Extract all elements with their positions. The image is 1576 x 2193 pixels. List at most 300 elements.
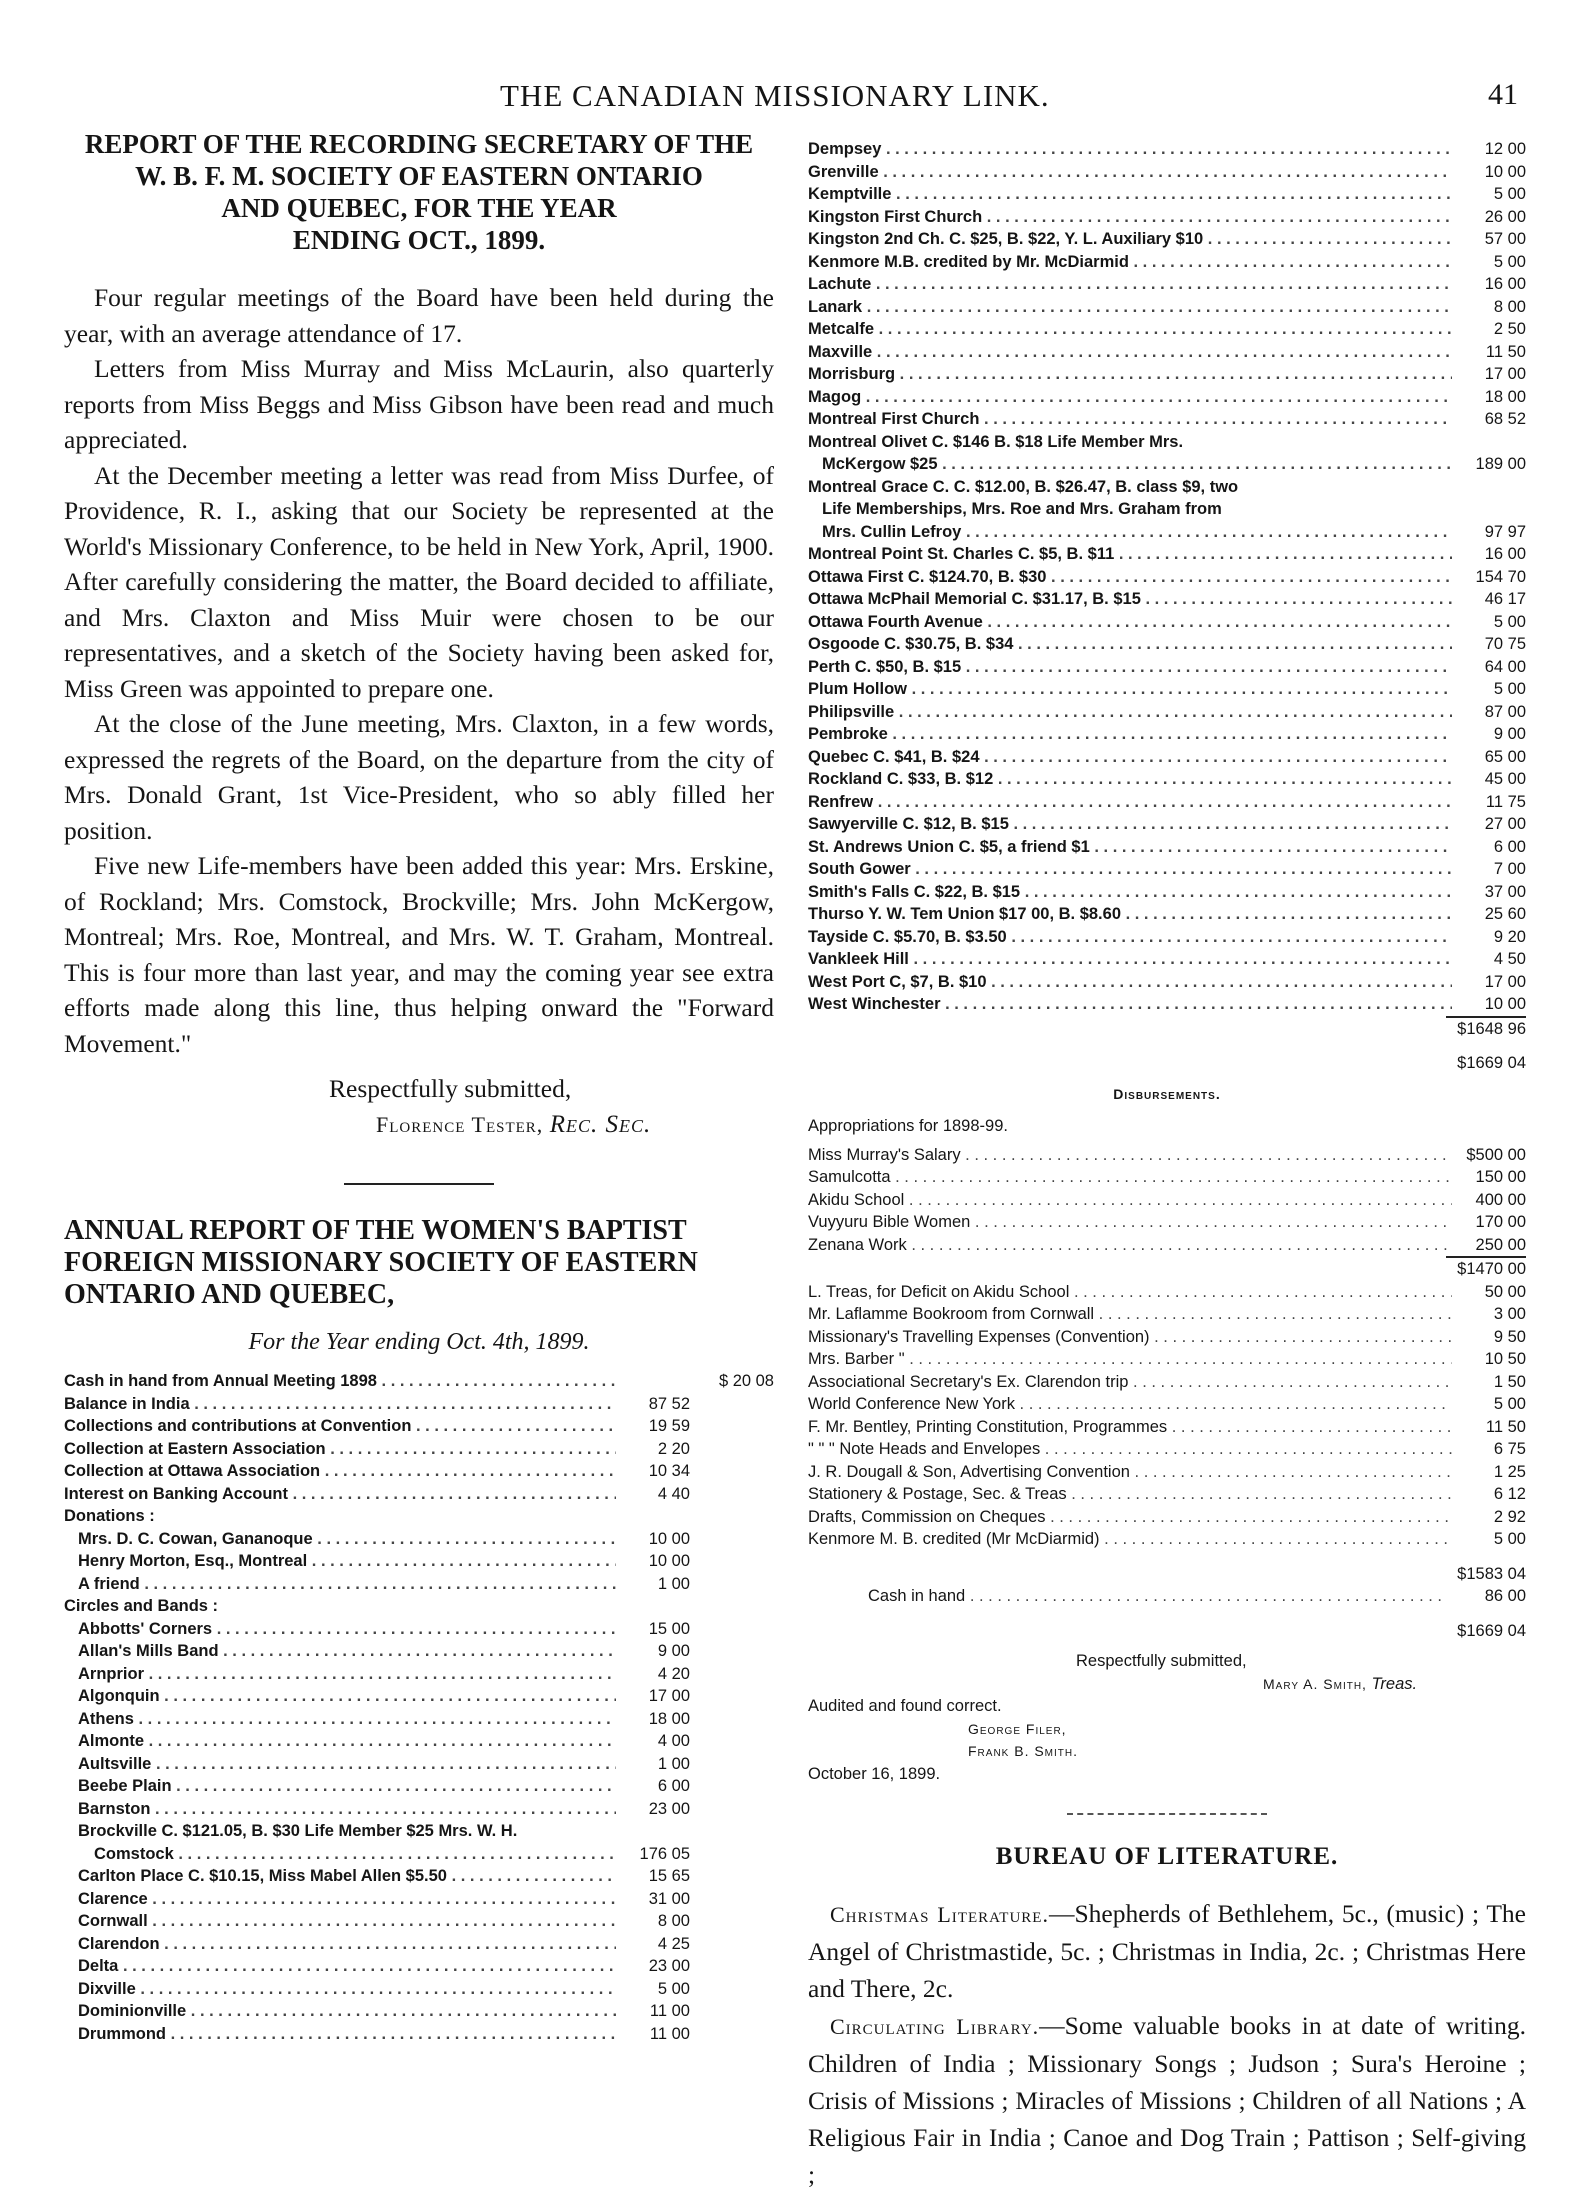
ledger-row: [64, 1753, 774, 1776]
ledger-amount: 12 00: [1484, 140, 1526, 158]
ledger-row: [64, 1685, 774, 1708]
ledger-label: South Gower . . .: [808, 858, 1452, 881]
ledger-row: [64, 1708, 774, 1731]
ledger-amount: 1 25: [1493, 1462, 1526, 1481]
ledger-amount: 1 00: [657, 1754, 690, 1773]
report-date: October 16, 1899.: [808, 1764, 941, 1783]
ledger-label: Stationery & Postage, Sec. & Treas . . .: [808, 1483, 1452, 1506]
ledger-row: [808, 363, 1526, 386]
ledger-amount: 2 20: [657, 1439, 690, 1458]
ledger-amount: 5 00: [1493, 612, 1526, 631]
ledger-amount: 23 00: [648, 1799, 690, 1818]
ledger-label: Clarence . . .: [64, 1888, 616, 1911]
disbursements-total: $1583 04: [1457, 1564, 1526, 1583]
ledger-amount: 400 00: [1475, 1190, 1526, 1209]
ledger-label: St. Andrews Union C. $5, a friend $1 . . .: [808, 836, 1452, 859]
ledger-row: [64, 1933, 774, 1956]
ledger-amount: 176 05: [639, 1844, 690, 1863]
circulating-library-paragraph: [808, 2007, 1526, 2193]
ledger-row: [808, 183, 1526, 206]
heading-line: ONTARIO AND QUEBEC,: [64, 1279, 395, 1310]
ledger-row: [808, 1528, 1526, 1551]
ledger-row: [64, 1978, 774, 2001]
ledger-row: [808, 971, 1526, 994]
ledger-label: Abbotts' Corners . . .: [64, 1618, 616, 1641]
ledger-amount: 10 34: [648, 1462, 690, 1480]
ledger-amount: 15 00: [648, 1619, 690, 1638]
heading-line: FOREIGN MISSIONARY SOCIETY OF EASTERN: [64, 1247, 698, 1278]
ledger-row: [808, 1461, 1526, 1484]
ledger-amount: $500 00: [1466, 1145, 1526, 1164]
ledger-row: [808, 386, 1526, 409]
ledger-row: [64, 1640, 774, 1663]
ledger-label: " " " Note Heads and Envelopes . . .: [808, 1438, 1452, 1461]
ledger-row: [808, 1303, 1526, 1326]
ledger-row: [64, 1415, 774, 1438]
ledger-amount: 11 75: [1485, 792, 1526, 811]
ledger-amount: 4 40: [657, 1484, 690, 1503]
ledger-label: Grenville . . .: [808, 161, 1452, 184]
ledger-label: Brockville C. $121.05, B. $30 Life Member $25 Mrs. W. H.: [78, 1822, 518, 1840]
ledger-label: Mrs. Cullin Lefroy . . .: [808, 521, 1452, 544]
ledger-label: Zenana Work . . .: [808, 1234, 1452, 1257]
ledger-row: [808, 1438, 1526, 1461]
ledger-label: Algonquin . . .: [64, 1685, 616, 1708]
ledger-label: Metcalfe . . .: [808, 318, 1452, 341]
ledger-amount: 150 00: [1475, 1168, 1526, 1186]
ledger-amount: 11 00: [649, 2024, 690, 2043]
ledger-amount: 11 50: [1485, 1417, 1526, 1436]
ledger-amount: 4 00: [657, 1732, 690, 1750]
ledger-amount: 5 00: [657, 1979, 690, 1998]
ledger-label: A friend . . .: [64, 1573, 616, 1596]
ledger-amount: 4 25: [657, 1934, 690, 1953]
ledger-amount: 10 00: [648, 1529, 690, 1548]
signer-name: Florence Tester,: [376, 1112, 544, 1137]
ledger-amount: 65 00: [1484, 747, 1526, 766]
ledger-amount: 87 00: [1484, 702, 1526, 721]
ledger-row: [808, 1144, 1526, 1167]
ledger-label: Vuyyuru Bible Women . . .: [808, 1211, 1452, 1234]
auditor: George Filer,: [968, 1720, 1067, 1737]
grand-total-row: [808, 1052, 1526, 1075]
ledger-label: Almonte . . .: [64, 1730, 616, 1753]
ledger-row: [64, 1618, 774, 1641]
ledger-row: [808, 611, 1526, 634]
ledger-row: [808, 273, 1526, 296]
ledger-amount: 1 50: [1493, 1372, 1526, 1391]
ledger-row: [64, 1370, 774, 1393]
ledger-label: Mrs. D. C. Cowan, Gananoque . . .: [64, 1528, 616, 1551]
ledger-amount: 9 00: [1493, 725, 1526, 743]
ledger-amount: 26 00: [1484, 207, 1526, 226]
ledger-row: [808, 746, 1526, 769]
ledger-row: [64, 1483, 774, 1506]
ledger-row: [808, 543, 1526, 566]
ledger-label: Vankleek Hill . . .: [808, 948, 1452, 971]
audited-note: Audited and found correct.: [808, 1697, 1002, 1715]
ledger-amount: 7 00: [1493, 860, 1526, 878]
heading-line: ANNUAL REPORT OF THE WOMEN'S BAPTIST: [64, 1215, 687, 1246]
ledger-label: Kingston First Church . . .: [808, 206, 1452, 229]
receipts-total: $1648 96: [1457, 1019, 1526, 1038]
ledger-row: [808, 948, 1526, 971]
ledger-amount: 97 97: [1484, 522, 1526, 541]
paragraph-text: —Shepherds of Bethlehem, 5c., (music) ; The Angel of Christmastide, 5c. ; Christmas in India, 2c. ; Christmas Here and There, 2c.: [808, 1899, 1526, 2003]
ledger-row: [808, 566, 1526, 589]
ledger-label: Smith's Falls C. $22, B. $15 . . .: [808, 881, 1452, 904]
ledger-amount: 10 00: [648, 1552, 690, 1570]
ledger-row: [808, 521, 1526, 544]
ledger-label: Lachute . . .: [808, 273, 1452, 296]
appropriations-total-row: [808, 1258, 1526, 1281]
ledger-row: [64, 1595, 774, 1618]
ledger-amount: 189 00: [1475, 455, 1526, 473]
ledger-row: [808, 633, 1526, 656]
ledger-amount: 16 00: [1484, 275, 1526, 293]
ledger-label: Comstock . . .: [64, 1843, 616, 1866]
ledger-label: Kenmore M. B. credited (Mr McDiarmid) . . .: [808, 1528, 1452, 1551]
ledger-label: Ottawa Fourth Avenue . . .: [808, 611, 1452, 634]
ledger-row: [64, 1393, 774, 1416]
ledger-amount: 25 60: [1484, 905, 1526, 923]
heading-line: REPORT OF THE RECORDING SECRETARY OF THE: [84, 129, 754, 159]
ledger-amount: 6 00: [1493, 837, 1526, 856]
ledger-amount: 2 50: [1493, 320, 1526, 338]
ledger-row: [808, 926, 1526, 949]
ledger-label: Cash in hand from Annual Meeting 1898 . . .: [64, 1370, 616, 1393]
ledger-amount: 11 50: [1485, 342, 1526, 361]
ledger-label: F. Mr. Bentley, Printing Constitution, Programmes . . .: [808, 1416, 1452, 1439]
heading-line: AND QUEBEC, FOR THE YEAR: [221, 193, 617, 223]
ledger-amount: 250 00: [1475, 1235, 1526, 1254]
ledger-amount: 154 70: [1475, 567, 1526, 586]
ledger-row: [64, 1955, 774, 1978]
ledger-label: World Conference New York . . .: [808, 1393, 1452, 1416]
ledger-row: [808, 1166, 1526, 1189]
ledger-amount: 9 50: [1493, 1327, 1526, 1346]
treasurer-title: Treas.: [1371, 1674, 1418, 1693]
ledger-row: [808, 453, 1526, 476]
paragraph-text: —Some valuable books in at date of writing. Children of India ; Missionary Songs ; Judson ; Sura's Heroine ; Crisis of Missions ; Miracles of Missions ; Children of all Nations ; A Religious Fair in India ; Canoe and Dog Train ; Pattison ; Self-giving ;: [808, 2011, 1527, 2189]
ledger-amount: 5 00: [1493, 1395, 1526, 1413]
ledger-amount: 5 00: [1493, 185, 1526, 203]
ledger-row: [808, 836, 1526, 859]
ledger-label: Magog . . .: [808, 386, 1452, 409]
appropriations-list: [808, 1144, 1526, 1257]
ledger-row: [808, 206, 1526, 229]
ledger-row: [808, 296, 1526, 319]
ledger-row: [808, 161, 1526, 184]
ledger-label: Pembroke . . .: [808, 723, 1452, 746]
ledger-label: Rockland C. $33, B. $12 . . .: [808, 768, 1452, 791]
receipts-ledger-continued: [808, 138, 1526, 1016]
ledger-amount: 64 00: [1484, 657, 1526, 676]
ledger-amount: 5 00: [1493, 252, 1526, 271]
ledger-row: [808, 251, 1526, 274]
ledger-label: Montreal Olivet C. $146 B. $18 Life Member Mrs.: [808, 432, 1184, 451]
heading-line: ENDING OCT., 1899.: [292, 225, 546, 255]
ledger-amount: 46 17: [1484, 590, 1526, 608]
ledger-amount: 5 00: [1493, 680, 1526, 698]
ledger-label: Barnston . . .: [64, 1798, 616, 1821]
running-title: THE CANADIAN MISSIONARY LINK.: [500, 78, 1050, 113]
ledger-label: L. Treas, for Deficit on Akidu School . . .: [808, 1281, 1452, 1304]
signer: [64, 1107, 774, 1143]
ledger-row: [808, 993, 1526, 1016]
ledger-row: [64, 1888, 774, 1911]
ledger-amount: 9 20: [1493, 927, 1526, 946]
ledger-label: Philipsville . . .: [808, 701, 1452, 724]
ledger-amount: 27 00: [1484, 815, 1526, 833]
ledger-label: Missionary's Travelling Expenses (Convention) . . .: [808, 1326, 1452, 1349]
ledger-label: Perth C. $50, B. $15 . . .: [808, 656, 1452, 679]
cash-in-hand: 86 00: [1484, 1587, 1526, 1605]
ledger-row: [808, 656, 1526, 679]
ledger-row: [808, 768, 1526, 791]
ledger-row: [808, 498, 1526, 521]
ledger-row: [64, 1505, 774, 1528]
disbursements-total-row: [808, 1563, 1526, 1586]
ledger-label: Circles and Bands :: [64, 1597, 219, 1615]
ledger-label: Mrs. Barber " . . .: [808, 1348, 1452, 1371]
ledger-label: Cornwall . . .: [64, 1910, 616, 1933]
receipts-total-block: [808, 1016, 1526, 1786]
ledger-amount: 6 12: [1493, 1485, 1526, 1503]
ledger-label: Ottawa McPhail Memorial C. $31.17, B. $15 . . .: [808, 588, 1452, 611]
ledger-row: [808, 723, 1526, 746]
ledger-amount: 11 00: [649, 2002, 690, 2020]
treasurer: [808, 1673, 1526, 1696]
ledger-row: [64, 1865, 774, 1888]
ledger-label: Miss Murray's Salary . . .: [808, 1144, 1452, 1167]
ledger-amount: 1 00: [657, 1574, 690, 1593]
left-column: [64, 128, 774, 2045]
ledger-label: McKergow $25 . . .: [808, 453, 1452, 476]
ledger-label: West Winchester . . .: [808, 993, 1452, 1016]
ledger-amount: 17 00: [648, 1687, 690, 1705]
ledger-row: [64, 1775, 774, 1798]
ledger-row: [808, 1326, 1526, 1349]
report-signoff: [64, 1071, 774, 1143]
ledger-label: Carlton Place C. $10.15, Miss Mabel Allen $5.50 . . .: [64, 1865, 616, 1888]
ledger-row: [64, 1798, 774, 1821]
ledger-label: Lanark . . .: [808, 296, 1452, 319]
cash-in-hand-label: Cash in hand . . .: [868, 1585, 1442, 1608]
paragraph-lead: Christmas Literature.: [830, 1902, 1049, 1927]
ledger-row: [64, 1528, 774, 1551]
ledger-amount: 5 00: [1493, 1530, 1526, 1548]
ledger-amount: 16 00: [1484, 545, 1526, 563]
ledger-amount: 9 00: [657, 1642, 690, 1660]
ledger-amount: 87 52: [648, 1394, 690, 1413]
ledger-row: [808, 138, 1526, 161]
ledger-label: Collection at Eastern Association . . .: [64, 1438, 616, 1461]
ledger-amount: 3 00: [1493, 1305, 1526, 1323]
ledger-row: [808, 1371, 1526, 1394]
ledger-label: Montreal Grace C. C. $12.00, B. $26.47, B. class $9, two: [808, 477, 1239, 496]
ledger-row: [64, 2000, 774, 2023]
ledger-row: [808, 903, 1526, 926]
grand-total: $1669 04: [1457, 1054, 1526, 1072]
report-paragraph: At the December meeting a letter was read from Miss Durfee, of Providence, R. I., asking that our Society be represented at the World's Missionary Conference, to be held in New York, April, 1900. After carefully considering the matter, the Board decided to affiliate, and Mrs. Claxton and Miss Muir were chosen to be our representatives, and a sketch of the Society having been asked for, Miss Green was appointed to prepare one.: [64, 460, 774, 703]
ledger-row: [64, 2023, 774, 2046]
report-paragraph: Letters from Miss Murray and Miss McLaurin, also quarterly reports from Miss Beggs and Miss Gibson have been read and much appreciated.: [64, 354, 774, 454]
ledger-row: [808, 1211, 1526, 1234]
ledger-row: [64, 1663, 774, 1686]
ledger-label: Plum Hollow . . .: [808, 678, 1452, 701]
ledger-row: [808, 476, 1526, 499]
report-paragraph: Five new Life-members have been added this year: Mrs. Erskine, of Rockland; Mrs. Comstock, Brockville; Mrs. John McKergow, Montreal; Mrs. Roe, Montreal, and Mrs. W. T. Graham, Montreal. This is four more than last year, and may the coming year see extra efforts made along this line, thus helping onward the "Forward Movement.": [64, 851, 774, 1058]
signer-title: Rec. Sec.: [549, 1111, 652, 1138]
heading-line: W. B. F. M. SOCIETY OF EASTERN ONTARIO: [135, 161, 703, 191]
ledger-label: Life Memberships, Mrs. Roe and Mrs. Graham from: [822, 500, 1222, 518]
ledger-row: [64, 1550, 774, 1573]
ledger-amount: 8 00: [1493, 297, 1526, 316]
ledger-amount: 18 00: [1484, 387, 1526, 406]
ledger-amount: 2 92: [1493, 1507, 1526, 1526]
annual-report-subheading: For the Year ending Oct. 4th, 1899.: [248, 1329, 590, 1355]
ledger-amount: 170 00: [1475, 1213, 1526, 1231]
ledger-row: [64, 1438, 774, 1461]
appropriations-label: Appropriations for 1898-99.: [808, 1117, 1008, 1135]
ledger-label: Beebe Plain . . .: [64, 1775, 616, 1798]
ledger-amount: 31 00: [648, 1889, 690, 1908]
ledger-label: Kemptville . . .: [808, 183, 1452, 206]
ledger-amount: 17 00: [1484, 972, 1526, 991]
ledger-row: [64, 1910, 774, 1933]
ledger-amount: 50 00: [1484, 1282, 1526, 1301]
bureau-title: BUREAU OF LITERATURE.: [995, 1843, 1339, 1870]
ledger-amount: 10 00: [1484, 162, 1526, 181]
ledger-amount: 6 00: [657, 1777, 690, 1795]
right-column: [808, 138, 1526, 2193]
ledger-label: Delta . . .: [64, 1955, 616, 1978]
ledger-amount: 4 50: [1493, 950, 1526, 968]
paragraph-lead: Circulating Library.: [830, 2014, 1040, 2039]
ledger-amount: 19 59: [648, 1417, 690, 1435]
ledger-label: Dominionville . . .: [64, 2000, 616, 2023]
receipts-total-row: [808, 1018, 1526, 1041]
ledger-label: Dempsey . . .: [808, 138, 1452, 161]
ledger-row: [808, 588, 1526, 611]
running-header: [0, 78, 1576, 118]
ledger-amount: 10 50: [1484, 1350, 1526, 1368]
ledger-label: Drafts, Commission on Cheques . . .: [808, 1506, 1452, 1529]
ledger-row: [808, 1393, 1526, 1416]
ledger-label: Dixville . . .: [64, 1978, 616, 2001]
ledger-row: [808, 1348, 1526, 1371]
report-paragraph: At the close of the June meeting, Mrs. Claxton, in a few words, expressed the regrets of the Board, on the departure from the city of Mrs. Donald Grant, 1st Vice-President, who so ably filled her position.: [64, 709, 774, 845]
ledger-label: Aultsville . . .: [64, 1753, 616, 1776]
ledger-amount: 17 00: [1484, 365, 1526, 383]
signoff-text: Respectfully submitted,: [329, 1074, 572, 1103]
ledger-row: [808, 1234, 1526, 1257]
ledger-label: Sawyerville C. $12, B. $15 . . .: [808, 813, 1452, 836]
ledger-label: Quebec C. $41, B. $24 . . .: [808, 746, 1452, 769]
ledger-row: [808, 678, 1526, 701]
annual-report-heading: [64, 1215, 774, 1311]
ledger-row: [808, 1189, 1526, 1212]
ledger-label: Interest on Banking Account . . .: [64, 1483, 616, 1506]
ledger-label: Thurso Y. W. Tem Union $17 00, B. $8.60 . . .: [808, 903, 1452, 926]
ledger-amount: 45 00: [1484, 770, 1526, 788]
ledger-row: [64, 1573, 774, 1596]
other-disbursements-list: [808, 1281, 1526, 1551]
ledger-label: Collection at Ottawa Association . . .: [64, 1460, 616, 1483]
ledger-label: Allan's Mills Band . . .: [64, 1640, 616, 1663]
ledger-row: [808, 1483, 1526, 1506]
ledger-label: Donations :: [64, 1507, 155, 1525]
ledger-row: [808, 813, 1526, 836]
christmas-literature-paragraph: [808, 1895, 1526, 2007]
ledger-label: Osgoode C. $30.75, B. $34 . . .: [808, 633, 1452, 656]
ledger-row: [808, 228, 1526, 251]
ledger-row: [808, 791, 1526, 814]
ledger-label: Samulcotta . . .: [808, 1166, 1452, 1189]
ledger-label: Balance in India . . .: [64, 1393, 616, 1416]
ledger-label: Mr. Laflamme Bookroom from Cornwall . . .: [808, 1303, 1452, 1326]
ledger-label: Associational Secretary's Ex. Clarendon trip . . .: [808, 1371, 1452, 1394]
ledger-row: [64, 1843, 774, 1866]
ledger-amount: 10 00: [1484, 995, 1526, 1013]
ledger-label: Collections and contributions at Convention . . .: [64, 1415, 616, 1438]
ledger-row: [808, 1281, 1526, 1304]
page-number: 41: [1488, 78, 1518, 111]
ledger-label: Maxville . . .: [808, 341, 1452, 364]
treasurer-signoff: Respectfully submitted,: [1076, 1652, 1247, 1670]
final-total-row: [808, 1620, 1526, 1643]
cash-in-hand-row: [808, 1585, 1526, 1608]
ledger-row: [808, 881, 1526, 904]
ledger-label: J. R. Dougall & Son, Advertising Convention . . .: [808, 1461, 1452, 1484]
ledger-amount: 57 00: [1484, 230, 1526, 248]
ledger-label: Clarendon . . .: [64, 1933, 616, 1956]
ledger-amount: 18 00: [648, 1709, 690, 1728]
ledger-amount: 4 20: [657, 1664, 690, 1683]
ledger-label: Drummond . . .: [64, 2023, 616, 2046]
ledger-label: Montreal Point St. Charles C. $5, B. $11 . . .: [808, 543, 1452, 566]
secretary-report-heading: [64, 128, 774, 256]
ledger-amount: 8 00: [657, 1912, 690, 1930]
ledger-row: [808, 1416, 1526, 1439]
treasurer-name: Mary A. Smith,: [1263, 1675, 1367, 1692]
ledger-amount: 68 52: [1484, 410, 1526, 428]
ledger-label: Henry Morton, Esq., Montreal . . .: [64, 1550, 616, 1573]
receipts-ledger: [64, 1370, 774, 2045]
ledger-label: Arnprior . . .: [64, 1663, 616, 1686]
ledger-label: Athens . . .: [64, 1708, 616, 1731]
ledger-row: [808, 701, 1526, 724]
ledger-row: [64, 1820, 774, 1843]
ledger-label: Tayside C. $5.70, B. $3.50 . . .: [808, 926, 1452, 949]
ledger-row: [808, 1506, 1526, 1529]
auditor: Frank B. Smith.: [968, 1743, 1079, 1759]
ledger-label: Ottawa First C. $124.70, B. $30 . . .: [808, 566, 1452, 589]
ledger-label: Morrisburg . . .: [808, 363, 1452, 386]
ledger-amount: 23 00: [648, 1957, 690, 1975]
ledger-label: Akidu School . . .: [808, 1189, 1452, 1212]
ledger-row: [64, 1730, 774, 1753]
ledger-amount: 6 75: [1493, 1440, 1526, 1458]
ledger-row: [808, 431, 1526, 454]
ledger-amount: 70 75: [1484, 635, 1526, 653]
ledger-label: Montreal First Church . . .: [808, 408, 1452, 431]
ledger-total: $ 20 08: [718, 1372, 774, 1390]
ledger-row: [808, 341, 1526, 364]
ledger-amount: 37 00: [1484, 882, 1526, 901]
report-paragraph: Four regular meetings of the Board have been held during the year, with an average attendance of 17.: [64, 283, 774, 348]
